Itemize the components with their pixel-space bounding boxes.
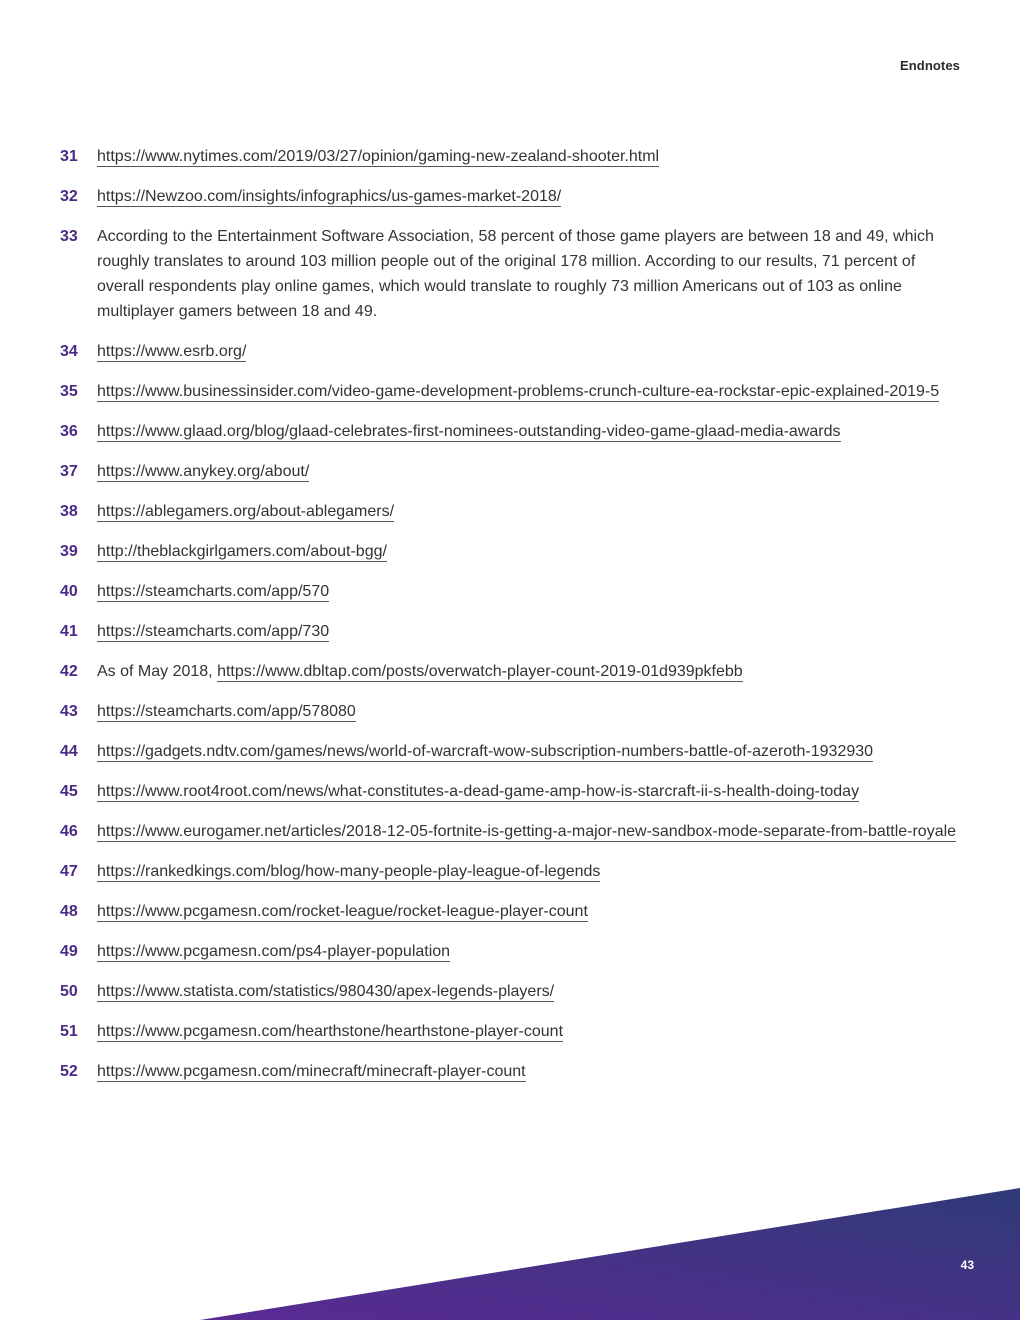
endnote-number: 43 <box>60 703 78 720</box>
endnote-item <box>60 699 960 724</box>
endnote-body <box>97 619 960 644</box>
endnote-item <box>60 819 960 844</box>
endnote-item <box>60 184 960 209</box>
endnotes-list <box>60 144 960 1099</box>
endnote-link[interactable]: https://www.glaad.org/blog/glaad-celebrates-first-nominees-outstanding-video-game-glaad-media-awards <box>97 423 841 440</box>
endnote-prefix-text: As of May 2018, <box>97 663 218 680</box>
endnote-body <box>97 184 960 209</box>
endnote-number: 33 <box>60 228 78 245</box>
endnote-number: 40 <box>60 583 78 600</box>
endnote-item <box>60 619 960 644</box>
endnote-link[interactable]: https://Newzoo.com/insights/infographics/us-games-market-2018/ <box>97 188 562 205</box>
endnote-body <box>97 459 960 484</box>
endnote-item <box>60 779 960 804</box>
endnote-number: 35 <box>60 383 78 400</box>
endnote-item <box>60 419 960 444</box>
endnote-body <box>97 979 960 1004</box>
footer-band-shape <box>200 1188 1020 1320</box>
endnote-body <box>97 419 960 444</box>
endnote-number: 36 <box>60 423 78 440</box>
endnote-item <box>60 659 960 684</box>
endnote-body <box>97 1019 960 1044</box>
endnote-body <box>97 899 960 924</box>
endnote-link[interactable]: https://www.nytimes.com/2019/03/27/opinion/gaming-new-zealand-shooter.html <box>97 148 660 165</box>
endnote-body <box>97 739 960 764</box>
endnote-body <box>97 499 960 524</box>
endnote-body <box>97 819 960 844</box>
endnote-link[interactable]: https://www.businessinsider.com/video-game-development-problems-crunch-culture-ea-rockstar-epic-explained-2019-5 <box>97 383 940 400</box>
endnote-number: 48 <box>60 903 78 920</box>
endnote-number: 51 <box>60 1023 78 1040</box>
endnote-number: 45 <box>60 783 78 800</box>
endnote-link[interactable]: https://www.statista.com/statistics/980430/apex-legends-players/ <box>97 983 555 1000</box>
page-section-title: Endnotes <box>899 58 960 73</box>
endnote-body <box>97 539 960 564</box>
endnote-body <box>97 939 960 964</box>
endnote-number: 34 <box>60 343 78 360</box>
endnote-number: 49 <box>60 943 78 960</box>
endnote-item <box>60 144 960 169</box>
endnote-item <box>60 459 960 484</box>
endnote-body <box>97 339 960 364</box>
endnote-body <box>97 144 960 169</box>
endnote-link[interactable]: https://www.pcgamesn.com/ps4-player-population <box>97 943 451 960</box>
endnote-body <box>97 379 960 404</box>
endnote-item <box>60 539 960 564</box>
endnote-item <box>60 224 960 324</box>
endnote-link[interactable]: https://steamcharts.com/app/570 <box>97 583 330 600</box>
endnote-number: 50 <box>60 983 78 1000</box>
endnote-number: 38 <box>60 503 78 520</box>
footer-decorative-band <box>0 1180 1020 1320</box>
endnote-link[interactable]: https://steamcharts.com/app/730 <box>97 623 330 640</box>
endnote-item <box>60 739 960 764</box>
endnote-text: According to the Entertainment Software Association, 58 percent of those game players are between 18 and 49, which roughly translates to around 103 million people out of the original 178 million. According to our results, 71 percent of overall respondents play online games, which would translate to roughly 73 million Americans out of 103 as online multiplayer gamers between 18 and 49. <box>97 228 934 320</box>
endnote-item <box>60 1019 960 1044</box>
endnote-link[interactable]: https://www.anykey.org/about/ <box>97 463 310 480</box>
endnote-link[interactable]: https://www.pcgamesn.com/rocket-league/rocket-league-player-count <box>97 903 588 920</box>
endnote-link[interactable]: https://gadgets.ndtv.com/games/news/world-of-warcraft-wow-subscription-numbers-battle-of-azeroth-1932930 <box>97 743 874 760</box>
endnote-link[interactable]: https://rankedkings.com/blog/how-many-people-play-league-of-legends <box>97 863 601 880</box>
endnote-item <box>60 979 960 1004</box>
endnote-link[interactable]: https://www.pcgamesn.com/minecraft/minecraft-player-count <box>97 1063 526 1080</box>
endnote-link[interactable]: https://www.eurogamer.net/articles/2018-12-05-fortnite-is-getting-a-major-new-sandbox-mode-separate-from-battle-royale <box>97 823 957 840</box>
endnote-number: 37 <box>60 463 78 480</box>
endnote-link[interactable]: https://steamcharts.com/app/578080 <box>97 703 356 720</box>
endnote-link[interactable]: https://www.dbltap.com/posts/overwatch-player-count-2019-01d939pkfebb <box>217 663 743 680</box>
endnote-body <box>97 859 960 884</box>
endnote-body <box>97 579 960 604</box>
endnote-item <box>60 1059 960 1084</box>
endnote-link[interactable]: https://www.pcgamesn.com/hearthstone/hearthstone-player-count <box>97 1023 564 1040</box>
endnote-item <box>60 579 960 604</box>
endnote-number: 39 <box>60 543 78 560</box>
endnote-body <box>97 224 960 324</box>
endnote-number: 41 <box>60 623 78 640</box>
endnote-item <box>60 939 960 964</box>
endnote-link[interactable]: http://theblackgirlgamers.com/about-bgg/ <box>97 543 387 560</box>
endnote-item <box>60 379 960 404</box>
endnote-body <box>97 779 960 804</box>
endnote-number: 32 <box>60 188 78 205</box>
endnote-number: 46 <box>60 823 78 840</box>
endnote-number: 47 <box>60 863 78 880</box>
endnote-link[interactable]: https://www.esrb.org/ <box>97 343 247 360</box>
endnote-body <box>97 699 960 724</box>
endnote-item <box>60 859 960 884</box>
endnote-item <box>60 899 960 924</box>
endnote-body <box>97 659 960 684</box>
endnote-number: 42 <box>60 663 78 680</box>
page-number: 43 <box>960 1258 974 1272</box>
endnote-item <box>60 499 960 524</box>
endnote-number: 52 <box>60 1063 78 1080</box>
endnote-link[interactable]: https://www.root4root.com/news/what-constitutes-a-dead-game-amp-how-is-starcraft-ii-s-health-doing-today <box>97 783 860 800</box>
endnote-link[interactable]: https://ablegamers.org/about-ablegamers/ <box>97 503 395 520</box>
endnote-number: 44 <box>60 743 78 760</box>
endnote-item <box>60 339 960 364</box>
endnote-body <box>97 1059 960 1084</box>
endnote-number: 31 <box>60 148 78 165</box>
